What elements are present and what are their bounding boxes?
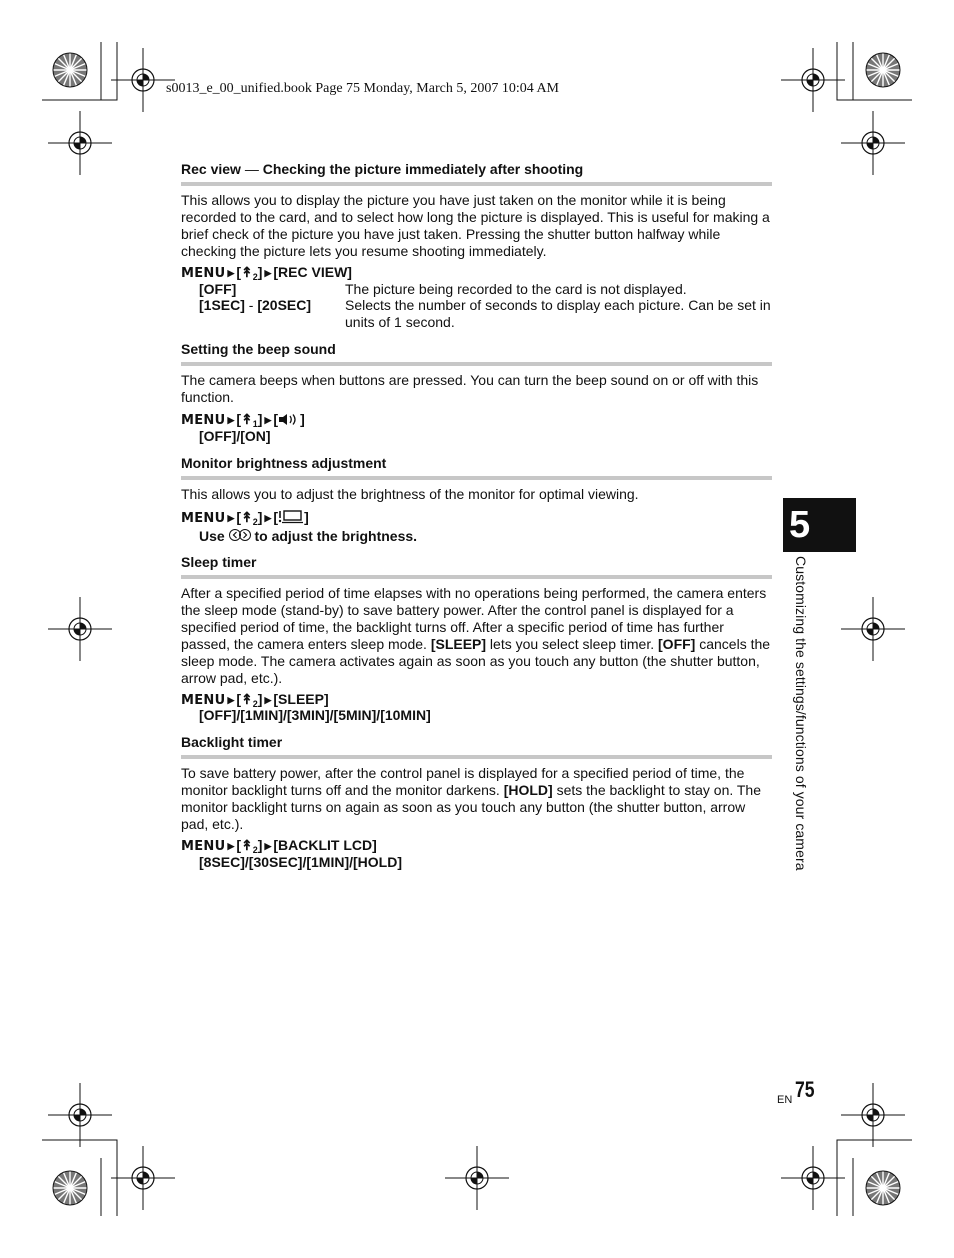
sleep-menu-path: MENU ▶ $[↟_2]$ ▶ [SLEEP]: [181, 691, 329, 709]
brightness-instruction: Use to adjust the brightness.: [199, 528, 418, 544]
section-rule: [181, 476, 772, 480]
book-header-line: s0013_e_00_unified.book Page 75 Monday, March 5, 2007 10:04 AM: [166, 81, 559, 96]
beep-body: The camera beeps when buttons are pressed. You can turn the beep sound on or off with this function.: [181, 372, 759, 405]
beep-options: [OFF]/[ON]: [199, 428, 271, 444]
backlight-menu-path: MENU ▶ $[↟_2]$ ▶ [BACKLIT LCD]: [181, 837, 377, 855]
backlight-body: To save battery power, after the control panel is displayed for a specified period of time, the monitor backlight turns off and the monitor darkens. [HOLD] sets the backlight to stay on. The monitor backlight turns on again as soon as you touch any button (the shutter button, arrow pad, etc.).: [181, 765, 762, 832]
section-title-sleep: Sleep timer: [181, 554, 257, 570]
speaker-icon: [278, 413, 300, 426]
tool-icon: ↟: [241, 837, 253, 853]
rec-view-option-sec-desc: Selects the number of seconds to display each picture. Can be set in units of 1 second.: [345, 297, 771, 330]
section-title-brightness: Monitor brightness adjustment: [181, 455, 387, 471]
chapter-title-vertical: Customizing the settings/functions of your camera: [793, 556, 809, 871]
rec-view-option-off-desc: The picture being recorded to the card is not displayed.: [345, 281, 687, 297]
sleep-options: [OFF]/[1MIN]/[3MIN]/[5MIN]/[10MIN]: [199, 707, 431, 723]
section-rule: [181, 755, 772, 759]
sleep-body: After a specified period of time elapses with no operations being performed, the camera enters the sleep mode (stand-by) to save battery power. After the control panel is displayed for a specified period of time, the backlight turns off. After a specific period of time has further passed, the camera enters sleep mode. [SLEEP] lets you select sleep timer. [OFF] cancels the sleep mode. The camera activates again as soon as you touch any button (the shutter button, arrow pad, etc.).: [181, 585, 771, 686]
section-title-beep: Setting the beep sound: [181, 341, 336, 357]
section-rule: [181, 362, 772, 366]
rec-view-body: This allows you to display the picture you have just taken on the monitor while it is being recorded to the card, and to select how long the picture is displayed. This is useful for making a brief check of the picture you have just taken. Pressing the shutter button halfway while checking the picture lets you resume shooting immediately.: [181, 192, 770, 259]
page-number: 75: [795, 1077, 815, 1102]
section-title-rec-view: Rec view — Checking the picture immediately after shooting: [181, 161, 584, 177]
section-rule: [181, 182, 772, 186]
arrow-pad-left-right-icon: [229, 527, 251, 543]
rec-view-menu-path: MENU ▶ $[↟_2]$ ▶ [REC VIEW]: [181, 264, 352, 282]
monitor-brightness-icon: [278, 510, 304, 524]
section-rule: [181, 575, 772, 579]
brightness-menu-path: MENU ▶ $[↟_2]$ ▶ [ ]: [181, 509, 309, 527]
section-title-backlight: Backlight timer: [181, 734, 283, 750]
rec-view-option-off: [OFF]: [199, 281, 237, 297]
backlight-options: [8SEC]/[30SEC]/[1MIN]/[HOLD]: [199, 854, 403, 870]
tool-icon: ↟: [241, 411, 253, 427]
beep-menu-path: MENU ▶ $[↟_1]$ ▶ [ ]: [181, 411, 305, 429]
brightness-body: This allows you to adjust the brightness of the monitor for optimal viewing.: [181, 486, 639, 502]
tool-icon: ↟: [241, 264, 253, 280]
page-language: EN: [777, 1094, 793, 1106]
chapter-tab: 5: [783, 498, 856, 552]
tool-icon: ↟: [241, 509, 253, 525]
rec-view-option-sec: [1SEC] - [20SEC]: [199, 297, 312, 313]
tool-icon: ↟: [241, 691, 253, 707]
